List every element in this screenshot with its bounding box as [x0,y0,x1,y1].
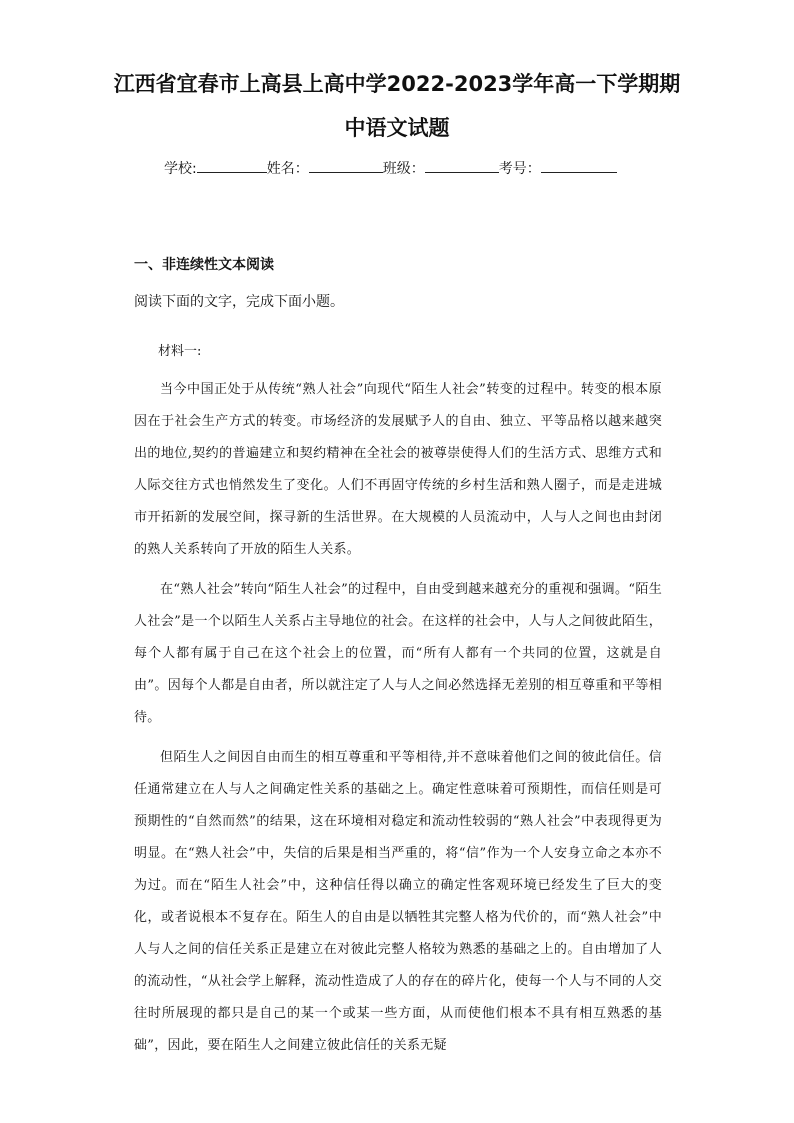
class-label: 班级： [382,161,425,177]
class-blank[interactable] [425,158,499,173]
student-info-row [164,158,617,178]
material-label: 材料一: [158,344,202,359]
paragraph-1: 当今中国正处于从传统“熟人社会”向现代“陌生人社会”转变的过程中。转变的根本原因在于社会生产方式的转变。市场经济的发展赋予人的自由、独立、平等品格以越来越突出的地位,契约的普遍建立和契约精神在全社会的被尊崇使得人们的生活方式、思维方式和人际交往方式也悄然发生了变化。人们不再固守传统的乡村生活和熟人圈子，而是走进城市开拓新的发展空间，探寻新的生活世界。在大规模的人员流动中，人与人之间也由封闭的熟人关系转向了开放的陌生人关系。 [134,382,662,557]
reading-instruction: 阅读下面的文字，完成下面小题。 [134,294,344,310]
school-blank[interactable] [197,158,267,173]
exam-title-line1: 江西省宜春市上高县上高中学2022-2023学年高一下学期期 [113,72,681,96]
exam-title-line2: 中语文试题 [344,116,450,140]
name-blank[interactable] [309,158,383,173]
name-label: 姓名： [266,161,309,177]
school-label: 学校: [164,161,197,177]
paragraph-2: 在“熟人社会”转向“陌生人社会”的过程中，自由受到越来越充分的重视和强调。“陌生人社会”是一个以陌生人关系占主导地位的社会。在这样的社会中，人与人之间彼此陌生，每个人都有属于自己在这个社会上的位置，而“所有人都有一个共同的位置，这就是自由”。因每个人都是自由者，所以就注定了人与人之间必然选择无差别的相互尊重和平等相待。 [134,582,662,725]
number-blank[interactable] [541,158,617,173]
paragraph-3: 但陌生人之间因自由而生的相互尊重和平等相待,并不意味着他们之间的彼此信任。信任通常建立在人与人之间确定性关系的基础之上。确定性意味着可预期性，而信任则是可预期性的“自然而然”的结果，这在环境相对稳定和流动性较弱的“熟人社会”中表现得更为明显。在“熟人社会”中，失信的后果是相当严重的，将“信”作为一个人安身立命之本亦不为过。而在“陌生人社会”中，这种信任得以确立的确定性客观环境已经发生了巨大的变化，或者说根本不复存在。陌生人的自由是以牺牲其完整人格为代价的，而“熟人社会”中人与人之间的信任关系正是建立在对彼此完整人格较为熟悉的基础之上的。自由增加了人的流动性，“从社会学上解释，流动性造成了人的存在的碎片化，使每一个人与不同的人交往时所展现的都只是自己的某一个或某一些方面，从而使他们根本不具有相互熟悉的基础”，因此，要在陌生人之间建立彼此信任的关系无疑 [134,750,662,1053]
section-heading: 一、非连续性文本阅读 [134,257,274,273]
number-label: 考号： [498,161,541,177]
